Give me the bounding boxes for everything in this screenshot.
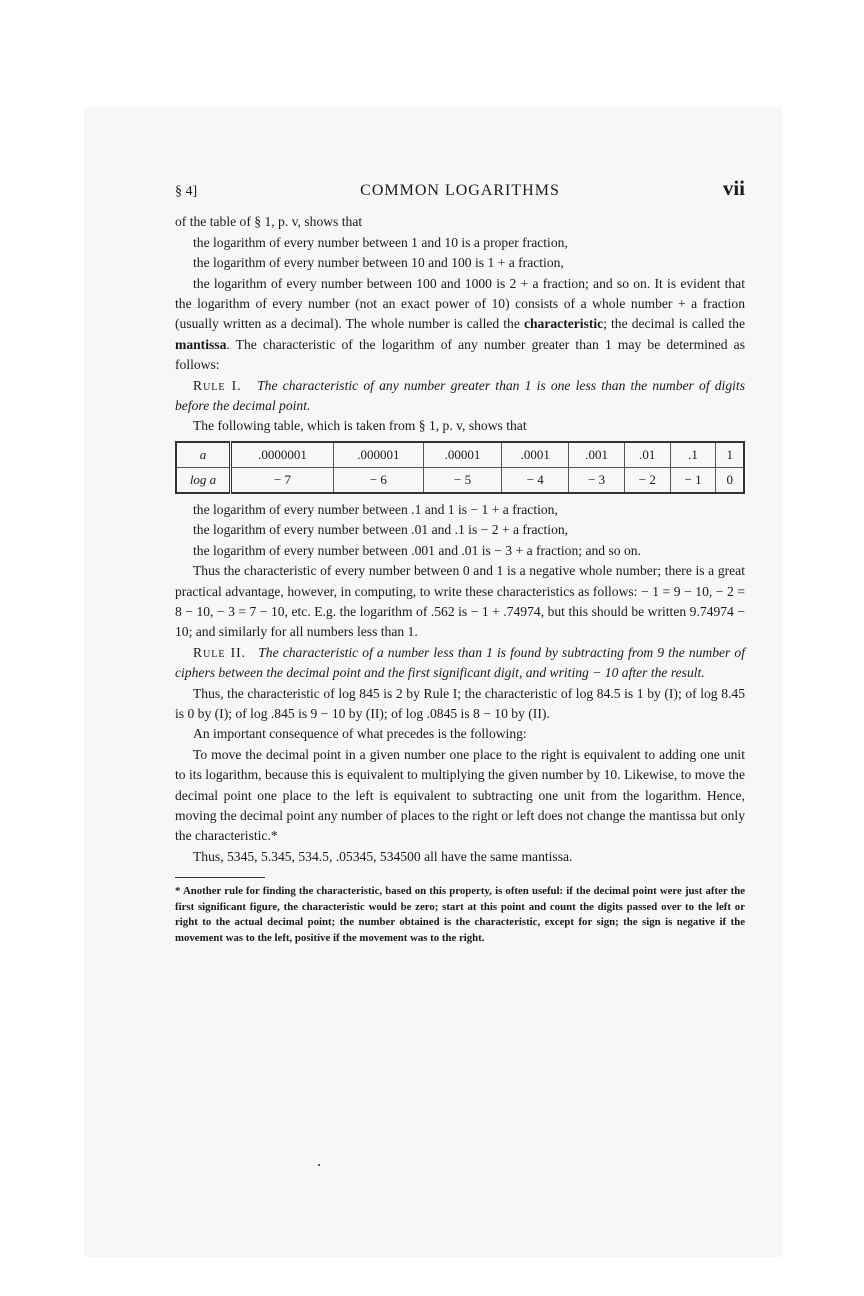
- table-cell: .0000001: [231, 442, 334, 468]
- text-run: . The characteristic of the logarithm of any number greater than 1 may be determined as follows:: [175, 336, 745, 373]
- paragraph: the logarithm of every number between .01 and .1 is − 2 + a fraction,: [193, 522, 569, 538]
- table-cell: .00001: [423, 442, 501, 468]
- table-cell: .0001: [502, 442, 569, 468]
- rule-text: The characteristic of any number greater than 1 is one less than the number of digits before the decimal point.: [175, 377, 745, 414]
- table-cell: − 1: [670, 467, 716, 493]
- table-cell: − 3: [569, 467, 625, 493]
- paragraph: Thus, 5345, 5.345, 534.5, .05345, 534500 all have the same mantissa.: [193, 848, 573, 864]
- table-cell: 1: [716, 442, 744, 468]
- paragraph: the logarithm of every number between .001 and .01 is − 3 + a fraction; and so on.: [193, 542, 641, 558]
- table-cell: .000001: [333, 442, 423, 468]
- running-title: COMMON LOGARITHMS: [360, 182, 560, 199]
- table-row: [176, 442, 744, 468]
- rule-two: [175, 643, 745, 684]
- rule-label: Rule II.: [193, 644, 247, 660]
- logarithm-table: [175, 441, 745, 494]
- term-mantissa: mantissa: [175, 336, 227, 352]
- rule-label: Rule I.: [193, 377, 242, 393]
- table-row-header: log a: [176, 467, 231, 493]
- rule-text: The characteristic of a number less than 1 is found by subtracting from 9 the number of ciphers between the decimal point and the first significant digit, and writing − 10 after the result.: [175, 644, 745, 681]
- page-number: vii: [722, 176, 745, 200]
- paragraph: of the table of § 1, p. v, shows that: [175, 214, 363, 230]
- term-characteristic: characteristic: [523, 316, 604, 332]
- table-cell: − 4: [502, 467, 569, 493]
- table-cell: .001: [569, 442, 625, 468]
- paragraph: [175, 274, 745, 376]
- text-run: ; the decimal is called the: [603, 316, 745, 332]
- table-cell: − 7: [231, 467, 334, 493]
- paragraph: Thus, the characteristic of log 845 is 2 by Rule I; the characteristic of log 84.5 is 1 by (I); of log 8.45 is 0 by (I); of log .845 is 9 − 10 by (II); of log .0845 is 8 − 10 by (II).: [175, 685, 745, 721]
- footnote-divider: [175, 877, 265, 878]
- section-marker: § 4]: [175, 184, 198, 199]
- paragraph: Thus the characteristic of every number between 0 and 1 is a negative whole number; there is a great practical advantage, however, in computing, to write these characteristics as follows: − 1 = 9 − 10, − 2 = 8 − 10, − 3 = 7 − 10, etc. E.g. the logarithm of .562 is − 1 + .74974, but this should be written 9.74974 − 10; and similarly for all numbers less than 1.: [175, 563, 745, 640]
- paragraph: The following table, which is taken from § 1, p. v, shows that: [193, 418, 527, 434]
- table-cell: 0: [716, 467, 744, 493]
- footnote: * Another rule for finding the characteristic, based on this property, is often useful: if the decimal point were just after the first significant figure, the characteristic would be zero; start at this point and count the digits passed over to the left or right to the actual decimal point; the number obtained is the characteristic, except for sign; the sign is negative if the movement was to the left, positive if the movement was to the right.: [175, 885, 745, 944]
- table-cell: − 6: [333, 467, 423, 493]
- table-row: [176, 467, 744, 493]
- print-speck: [318, 1164, 320, 1166]
- paragraph: To move the decimal point in a given number one place to the right is equivalent to adding one unit to its logarithm, because this is equivalent to multiplying the given number by 10. Likewise, to move the decimal point one place to the left is equivalent to subtracting one unit from the logarithm. Hence, moving the decimal point any number of places to the right or left does not change the mantissa but only the characteristic.*: [175, 746, 745, 844]
- paragraph: the logarithm of every number between .1 and 1 is − 1 + a fraction,: [193, 501, 558, 517]
- table-row-header: a: [176, 442, 231, 468]
- running-header: [175, 178, 745, 202]
- table-cell: .1: [670, 442, 716, 468]
- table-cell: − 2: [624, 467, 670, 493]
- table-cell: − 5: [423, 467, 501, 493]
- paragraph: the logarithm of every number between 1 and 10 is a proper fraction,: [193, 234, 568, 250]
- page-content: [175, 178, 745, 947]
- table-cell: .01: [624, 442, 670, 468]
- text-run: the logarithm of every number between 100 and 1000 is 2 + a fraction; and so on. It is evident that the logarithm of every number (not an exact power of 10) consists of a whole number + a fraction (usually written as a decimal). The whole number is called the: [175, 275, 745, 332]
- paragraph: An important consequence of what precedes is the following:: [193, 726, 527, 742]
- paragraph: the logarithm of every number between 10 and 100 is 1 + a fraction,: [193, 255, 564, 271]
- rule-one: [175, 376, 745, 417]
